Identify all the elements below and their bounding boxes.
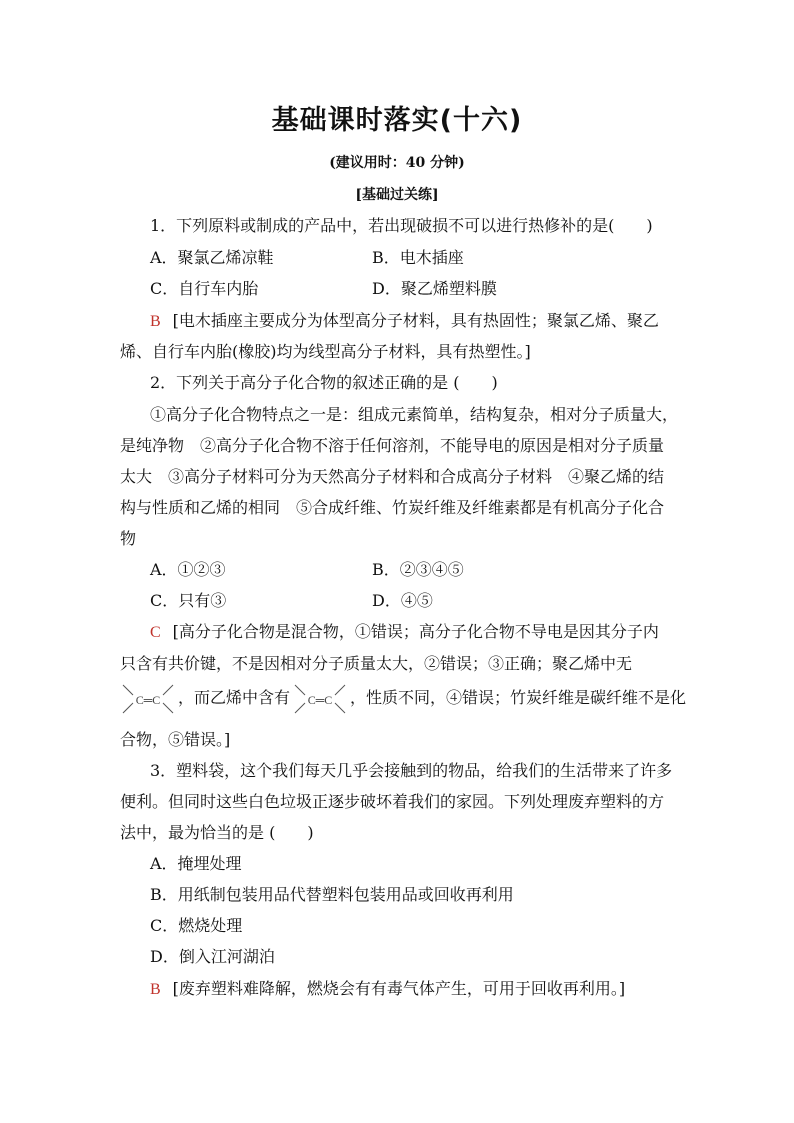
q2-statement-3: 太大 ③高分子材料可分为天然高分子材料和合成高分子材料 ④聚乙烯的结: [120, 467, 665, 486]
q1-answer: B: [150, 313, 161, 330]
q2-stem: 2．下列关于高分子化合物的叙述正确的是 ( ): [150, 373, 498, 392]
double-bond-label: C═C: [307, 692, 333, 707]
section-heading: [基础过关练]: [355, 187, 439, 203]
q2-explanation-line: [150, 622, 659, 643]
q3-option-a: A．掩埋处理: [150, 854, 242, 873]
q3-exp-1: [废弃塑料难降解，燃烧会有有毒气体产生，可用于回收再利用。]: [172, 979, 626, 998]
q1-option-b: B．电木插座: [372, 248, 464, 267]
suggested-time: (建议用时：40 分钟): [329, 155, 465, 171]
q2-option-d: D．④⑤: [372, 591, 433, 610]
double-bond-label: C═C: [135, 692, 161, 707]
q3-option-c: C．燃烧处理: [150, 916, 243, 935]
q2-statement-5: 物: [120, 529, 137, 548]
q2-exp-1: [高分子化合物是混合物，①错误；高分子化合物不导电是因其分子内: [172, 622, 659, 641]
q2-exp-3: [118, 680, 686, 716]
q1-option-c: C．自行车内胎: [150, 279, 259, 298]
double-bond-structure-icon: [292, 682, 348, 716]
double-bond-structure-icon: [120, 682, 176, 716]
q2-exp-2: 只含有共价键，不是因相对分子质量太大，②错误；③正确；聚乙烯中无: [120, 654, 633, 673]
q2-option-a: A．①②③: [150, 560, 226, 579]
q3-stem-2: 便利。但同时这些白色垃圾正逐步破坏着我们的家园。下列处理废弃塑料的方: [120, 792, 665, 811]
q3-stem-1: 3．塑料袋，这个我们每天几乎会接触到的物品，给我们的生活带来了许多: [150, 761, 673, 780]
q2-statement-1: ①高分子化合物特点之一是：组成元素简单，结构复杂，相对分子质量大，: [150, 405, 679, 424]
q3-stem-3: 法中，最为恰当的是 ( ): [120, 823, 314, 842]
q2-exp-3b: ，性质不同，④错误；竹炭纤维是碳纤维不是化: [350, 688, 687, 707]
q1-exp-1: [电木插座主要成分为体型高分子材料，具有热固性；聚氯乙烯、聚乙: [172, 311, 659, 330]
q1-option-d: D．聚乙烯塑料膜: [372, 279, 497, 298]
page-title: 基础课时落实(十六): [271, 105, 523, 136]
q2-option-c: C．只有③: [150, 591, 227, 610]
q3-option-d: D．倒入江河湖泊: [150, 947, 275, 966]
q1-exp-2: 烯、自行车内胎(橡胶)均为线型高分子材料，具有热塑性。]: [120, 342, 531, 361]
q2-exp-4: 合物，⑤错误。]: [120, 730, 231, 749]
q1-option-a: A．聚氯乙烯凉鞋: [150, 248, 274, 267]
q3-answer: B: [150, 981, 161, 998]
q3-option-b: B．用纸制包装用品代替塑料包装用品或回收再利用: [150, 885, 514, 904]
q3-explanation-line: [150, 979, 625, 1000]
q2-answer: C: [150, 624, 161, 641]
q2-option-b: B．②③④⑤: [372, 560, 464, 579]
q1-stem: 1．下列原料或制成的产品中，若出现破损不可以进行热修补的是( ): [150, 216, 653, 235]
q2-exp-3a: ，而乙烯中含有: [178, 688, 291, 707]
q2-statement-4: 构与性质和乙烯的相同 ⑤合成纤维、竹炭纤维及纤维素都是有机高分子化合: [120, 498, 665, 517]
q1-explanation-line: [150, 311, 659, 332]
q2-statement-2: 是纯净物 ②高分子化合物不溶于任何溶剂，不能导电的原因是相对分子质量: [120, 436, 665, 455]
